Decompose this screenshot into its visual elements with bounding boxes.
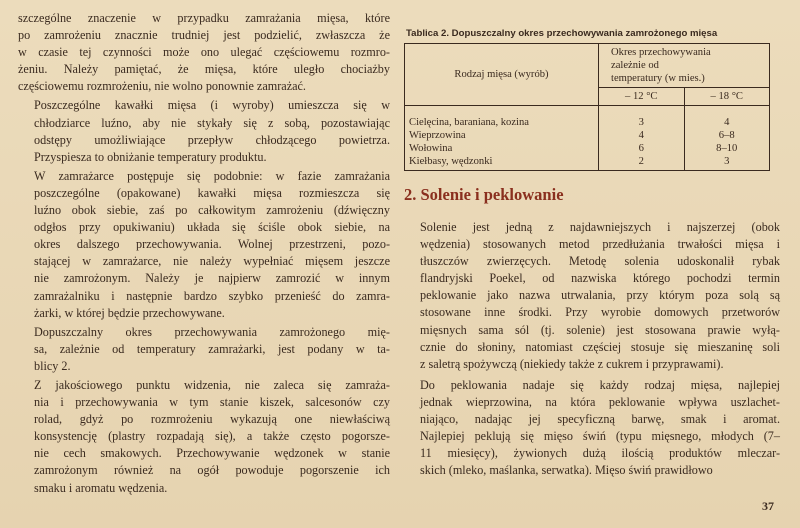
text-line: Solenie jest jedną z najdawniejszych i najszerzej (obok (420, 220, 780, 234)
row-kind: Cielęcina, baraniana, kozina (409, 117, 530, 128)
text-line: peklowanie jako nazwa utrwalania, przy którym poza solą są (420, 288, 780, 303)
paragraph (404, 377, 780, 480)
row-value-12: 6 (638, 143, 644, 154)
section-title: 2. Solenie i peklowanie (404, 185, 564, 204)
text-line: cznie do słoniny, natomiast częściej stosuje się mieszaninę soli (420, 339, 780, 354)
text-line: nie cech smakowych. Przechowywanie wędzonek w stanie (34, 446, 390, 461)
header-temp-12: – 12 °C (599, 88, 685, 106)
right-column (404, 10, 780, 483)
text-line: żeniu. Należy pamiętać, że mięsa, które uległo chociażby (18, 62, 390, 77)
text-line: smaku i aromatu wędzenia. (34, 480, 168, 495)
text-line: rolad, gdyż po rozmrożeniu wykazują one niewłaściwą (34, 412, 390, 427)
row-kind: Wieprzowina (409, 130, 466, 141)
header-period-line: zależnie od (611, 60, 659, 71)
text-line: jednak wieprzowina, na która peklowanie wpływa uszlachet- (420, 394, 780, 409)
text-line: odgłos przy opukiwaniu) układa się ściśle obok siebie, na (34, 220, 390, 235)
header-period-line: temperatury (w mies.) (611, 73, 705, 84)
row-kind: Wołowina (409, 143, 453, 154)
text-line: zamrażalniku i następnie bardzo szybko przenieść do zamra- (34, 288, 390, 303)
text-line: Poszczególne kawałki mięsa (i wyroby) umieszcza się w (34, 98, 390, 113)
text-line: w czasie tej czynności może ono ulegać częściowemu rozmro- (18, 45, 390, 60)
text-line: wędzenia) stosowanych metod przedłużania trwałości mięsa i (420, 237, 780, 252)
row-value-18: 6–8 (718, 130, 735, 141)
text-line: luźno obok siebie, zaś po całkowitym zamrożeniu (dźwięczny (34, 203, 390, 218)
text-line: stosowane inne środki. Przy wyrobie domowych przetworów (420, 305, 780, 320)
text-line: częściowemu rozmrożeniu, nie wolno ponownie zamrażać. (18, 79, 306, 94)
row-value-12: 2 (638, 156, 644, 167)
header-temp-18: – 18 °C (684, 88, 770, 106)
text-line: 11 miesięcy), żywionych dużą ilością produktów mleczar- (420, 446, 780, 461)
right-paragraphs (404, 219, 780, 479)
text-line: skich (mleko, maślanka, serwatka). Mięso świń prawidłowo (420, 463, 713, 478)
storage-table (404, 43, 770, 171)
row-value-12: 3 (638, 117, 644, 128)
values-12-cell (599, 106, 685, 171)
text-line: flandryjski Poekel, od nazwiska którego pochodzi termin (420, 271, 780, 286)
row-value-18: 3 (724, 156, 730, 167)
text-line: żarki, w której będzie przechowywane. (34, 305, 225, 320)
paragraph (18, 97, 390, 165)
text-line: po zamrożeniu znacznie trudniej jest podzielić, zwłaszcza że (18, 28, 390, 43)
header-period (599, 44, 770, 88)
paragraph (18, 377, 390, 497)
text-line: Z jakościowego punktu widzenia, nie zaleca się zamraża- (34, 377, 390, 392)
text-line: nie zamrożonym. Należy je najpierw zamrozić w innym (34, 271, 390, 286)
text-line: niająco, nadając jej specyficzną barwę, smak i aromat. (420, 412, 780, 427)
text-line: blicy 2. (34, 358, 71, 373)
text-line: nia i przechowywania w tym stanie kiszek, salcesonów czy (34, 395, 390, 410)
text-line: Przyspiesza to obniżanie temperatury produktu. (34, 149, 267, 164)
paragraph (18, 10, 390, 95)
text-line: z saletrą spożywczą (niekiedy także z cukrem i przyprawami). (420, 356, 724, 371)
paragraph (404, 219, 780, 373)
text-line: chłodziarce luźno, aby nie stykały się z sobą, pozostawiając (34, 115, 390, 130)
text-line: Dopuszczalny okres przechowywania zamrożonego mię- (34, 324, 390, 339)
text-line: poszczególne (opakowane) kawałki mięsa rozmieszcza się (34, 185, 390, 200)
text-line: konsystencję (plastry rozpadają się), a także często pogorsze- (34, 429, 390, 444)
kinds-cell (405, 106, 599, 171)
row-value-18: 4 (724, 117, 730, 128)
text-line: stającej w zamrażarce, nie należy wypełniać mięsem jeszcze (34, 254, 390, 269)
row-value-12: 4 (638, 130, 644, 141)
text-line: mięsnych sama sól (tj. solenie) jest stosowana prawie wyłą- (420, 322, 780, 337)
text-line: Najlepiej peklują się mięso świń (typu mięsnego, młodych (7– (420, 429, 780, 444)
values-18-cell (684, 106, 770, 171)
text-line: szczególne znaczenie w przypadku zamrażania mięsa, które (18, 11, 390, 25)
text-line: sa, zależnie od temperatury zamrażarki, jest podany w ta- (34, 341, 390, 356)
header-period-line: Okres przechowywania (611, 47, 711, 58)
text-line: W zamrażarce postępuje się podobnie: w fazie zamrażania (34, 168, 390, 183)
row-kind: Kiełbasy, wędzonki (409, 156, 493, 167)
page-number: 37 (762, 499, 774, 513)
text-line: Do peklowania nadaje się każdy rodzaj mięsa, najlepiej (420, 377, 780, 392)
paragraph (18, 324, 390, 375)
left-column (18, 10, 390, 499)
text-line: zamrożonym również na ogół powoduje pogorszenie ich (34, 463, 390, 478)
row-value-18: 8–10 (716, 143, 738, 154)
header-kind: Rodzaj mięsa (wyrób) (405, 44, 599, 106)
text-line: odstępy umożliwiające przepływ chłodzącego powietrza. (34, 132, 390, 147)
text-line: okres dalszego przechowywania. Wolnej przestrzeni, pozo- (34, 237, 390, 252)
table-caption: Tablica 2. Dopuszczalny okres przechowywania zamrożonego mięsa (406, 28, 718, 39)
text-line: tłuszczów zwierzęcych. Metodę solenia udoskonalił rybak (420, 254, 780, 269)
paragraph (18, 168, 390, 322)
